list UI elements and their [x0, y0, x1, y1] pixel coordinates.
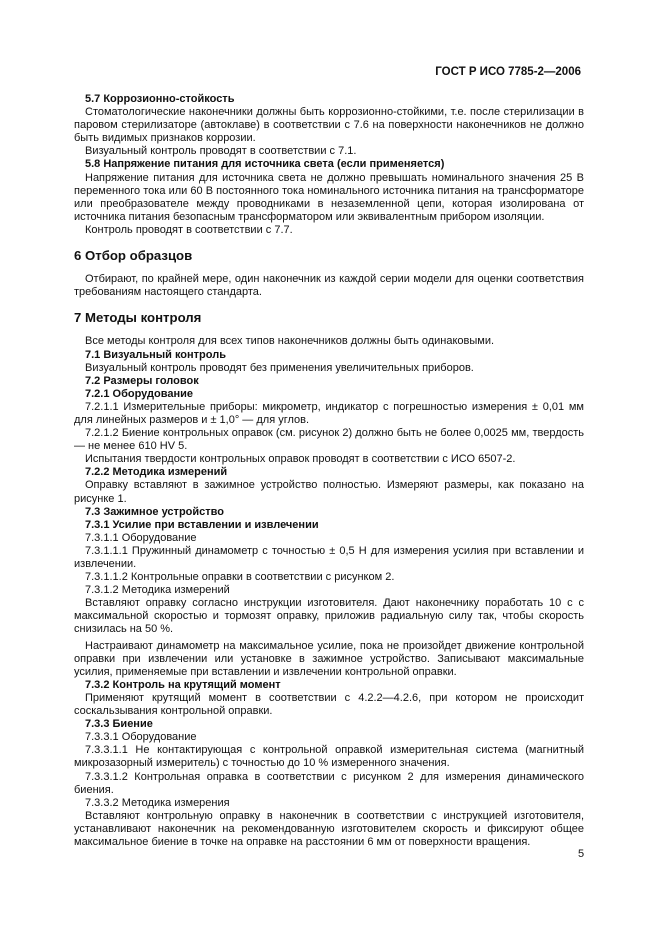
subsection-heading-7-3-1-1: 7.3.1.1 Оборудование: [85, 531, 197, 544]
paragraph: 7.3.1.1.1 Пружинный динамометр с точностью ± 0,5 Н для измерения усилия при вставлении и извлечении.: [74, 544, 584, 570]
paragraph: Вставляют оправку согласно инструкции изготовителя. Дают наконечнику поработать 10 с с максимальной скоростью и тормозят оправку, приложив радиальную силу так, чтобы скорость снизилась на 50 %.: [74, 597, 584, 636]
paragraph: 7.3.3.1.1 Не контактирующая с контрольной оправкой измерительная система (магнитный микрозазорный измеритель) с точностью до 10 % измеренного значения.: [74, 744, 584, 770]
subsection-heading-7-3-3-2: 7.3.3.2 Методика измерения: [85, 796, 230, 809]
section-heading-7-2: 7.2 Размеры головок: [85, 374, 199, 387]
paragraph: Настраивают динамометр на максимальное усилие, пока не произойдет движение контрольной оправки при извлечении или установке в зажимное устройство. Записывают максимальные усилия, применяемые при вставлении и извлечении контрольной оправки.: [74, 639, 584, 678]
paragraph: Контроль проводят в соответствии с 7.7.: [85, 223, 293, 236]
paragraph: Все методы контроля для всех типов наконечников должны быть одинаковыми.: [85, 335, 495, 348]
section-heading-7-3: 7.3 Зажимное устройство: [85, 505, 224, 518]
section-heading-7-2-1: 7.2.1 Оборудование: [85, 387, 193, 400]
paragraph: Напряжение питания для источника света не должно превышать номинального значения 25 В переменного тока или 60 В постоянного тока номинального источника питания на трансформаторе или преобразователе между проводниками в незаземленной цепи, которая изолирована от источника питания безопасным трансформатором или эквивалентным прибором изоляции.: [74, 171, 584, 223]
paragraph: Визуальный контроль проводят без применения увеличительных приборов.: [85, 361, 474, 374]
paragraph: Стоматологические наконечники должны быть коррозионно-стойкими, т.е. после стерилизации в паровом стерилизаторе (автоклаве) в соответствии с 7.6 на поверхности наконечников не должно быть видимых признаков коррозии.: [74, 106, 584, 145]
document-body: [74, 93, 584, 849]
paragraph: 7.2.1.1 Измерительные приборы: микрометр, индикатор с погрешностью измерения ± 0,01 мм для линейных размеров и ± 1,0° — для углов.: [74, 400, 584, 426]
paragraph: Испытания твердости контрольных оправок проводят в соответствии с ИСО 6507-2.: [85, 453, 516, 466]
section-heading-7-1: 7.1 Визуальный контроль: [85, 348, 226, 361]
paragraph: Визуальный контроль проводят в соответствии с 7.1.: [85, 145, 357, 158]
document-header: ГОСТ Р ИСО 7785-2—2006: [435, 66, 581, 78]
paragraph: 7.2.1.2 Биение контрольных оправок (см. рисунок 2) должно быть не более 0,0025 мм, твердость — не менее 610 HV 5.: [74, 427, 584, 453]
section-heading-7-3-2: 7.3.2 Контроль на крутящий момент: [85, 678, 281, 691]
subsection-heading-7-3-1-2: 7.3.1.2 Методика измерений: [85, 584, 230, 597]
paragraph: 7.3.1.1.2 Контрольные оправки в соответствии с рисунком 2.: [85, 571, 395, 584]
subsection-heading-7-3-3-1: 7.3.3.1 Оборудование: [85, 731, 197, 744]
paragraph: Оправку вставляют в зажимное устройство полностью. Измеряют размеры, как показано на рисунке 1.: [74, 479, 584, 505]
section-heading-6: 6 Отбор образцов: [74, 248, 193, 264]
section-heading-7: 7 Методы контроля: [74, 310, 202, 326]
paragraph: 7.3.3.1.2 Контрольная оправка в соответствии с рисунком 2 для измерения динамического биения.: [74, 770, 584, 796]
section-heading-5-7: 5.7 Коррозионно-стойкость: [85, 93, 235, 105]
section-heading-7-3-1: 7.3.1 Усилие при вставлении и извлечении: [85, 518, 319, 531]
section-heading-5-8: 5.8 Напряжение питания для источника света (если применяется): [85, 158, 445, 171]
paragraph: Вставляют контрольную оправку в наконечник в соответствии с инструкцией изготовителя, устанавливают наконечник на рекомендованную изготовителем скорость и фиксируют общее максимальное биение в точке на оправке на расстоянии 6 мм от поверхности вращения.: [74, 809, 584, 848]
section-heading-7-3-3: 7.3.3 Биение: [85, 718, 153, 731]
section-heading-7-2-2: 7.2.2 Методика измерений: [85, 466, 228, 479]
paragraph: Применяют крутящий момент в соответствии с 4.2.2—4.2.6, при котором не происходит соскальзывания контрольной оправки.: [74, 691, 584, 718]
page-number: 5: [578, 848, 585, 860]
paragraph: Отбирают, по крайней мере, один наконечник из каждой серии модели для оценки соответствия требованиям настоящего стандарта.: [74, 273, 584, 299]
